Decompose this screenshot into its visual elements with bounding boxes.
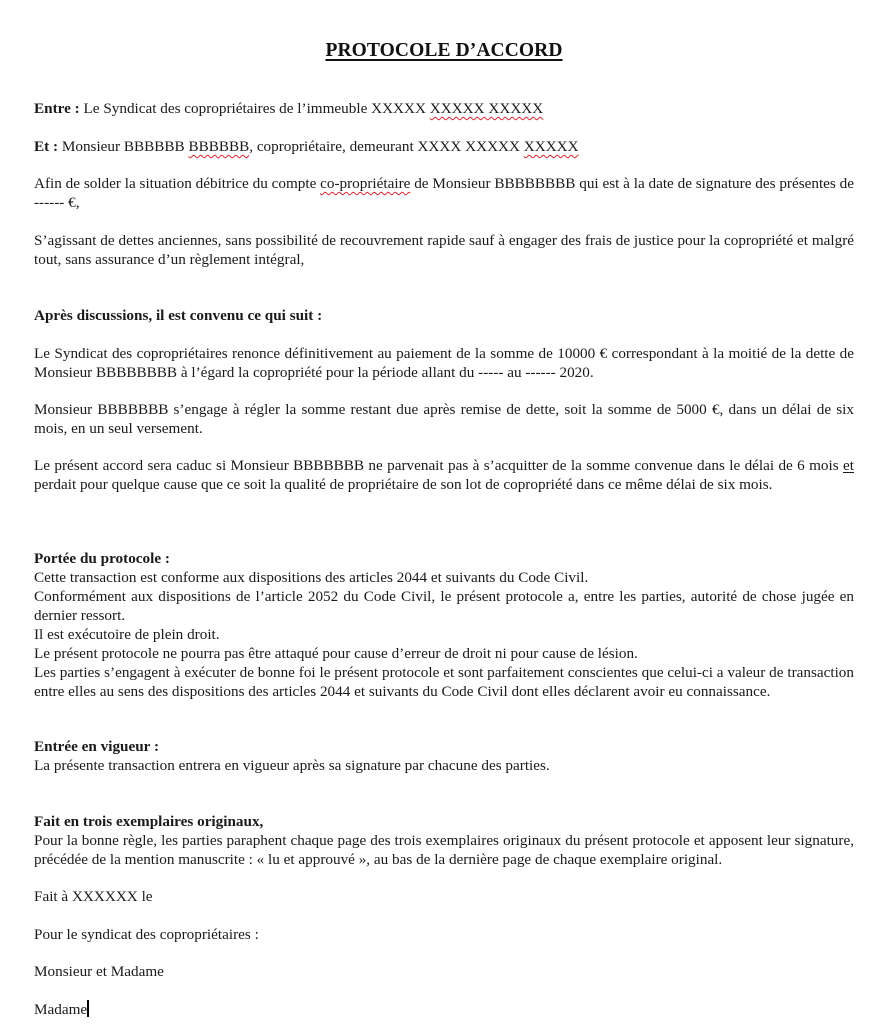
effective-heading-text: Entrée en vigueur : [34, 738, 160, 755]
scope-heading [34, 549, 854, 568]
spellcheck-flagged-word[interactable]: BBBBBB [188, 138, 250, 155]
preamble-text: Afin de solder la situation débitrice du compte [34, 175, 321, 192]
signatory-line-2[interactable] [34, 1000, 854, 1019]
scope-line: Le présent protocole ne pourra pas être attaqué pour cause d’erreur de droit ni pour cause de lésion. [34, 645, 638, 662]
effective-heading [34, 737, 854, 756]
spellcheck-flagged-word[interactable]: XXXXX [523, 138, 579, 155]
scope-line: Il est exécutoire de plein droit. [34, 626, 220, 643]
document-title: PROTOCOLE D’ACCORD [325, 40, 563, 61]
scope-line: Conformément aux dispositions de l’article 2052 du Code Civil, le présent protocole a, entre les parties, autorité de chose jugée en dernier ressort. [34, 588, 854, 624]
effective-text: La présente transaction entrera en vigueur après sa signature par chacune des parties. [34, 757, 550, 774]
copies-section [34, 812, 854, 869]
scope-line: Cette transaction est conforme aux dispositions des articles 2044 et suivants du Code Civil. [34, 569, 589, 586]
signatory-line-1: Monsieur et Madame [34, 963, 164, 980]
entre-label: Entre : [34, 100, 80, 117]
et-text-2: , copropriétaire, demeurant XXXX XXXXX [249, 138, 524, 155]
agreement-heading [34, 306, 854, 325]
effective-section [34, 737, 854, 775]
preamble-paragraph-1 [34, 174, 854, 212]
scope-heading-text: Portée du protocole : [34, 550, 170, 567]
preamble-text: de Monsieur BBBBBBBB qui est à la date de signature des présentes de ------ €, [34, 175, 854, 211]
agreement-text: Le présent accord sera caduc si Monsieur BBBBBBB ne parvenait pas à s’acquitter de la somme convenue dans le délai de 6 mois [34, 457, 844, 474]
copies-heading [34, 812, 854, 831]
scope-section [34, 549, 854, 701]
et-label: Et : [34, 138, 59, 155]
text-cursor [87, 1000, 89, 1017]
agreement-paragraph-1: Le Syndicat des copropriétaires renonce définitivement au paiement de la somme de 10000 € correspondant à la moitié de la dette de Monsieur BBBBBBBB à l’égard la copropriété pour la période allant du ----- au ------ 2020. [34, 345, 854, 381]
agreement-text: perdait pour quelque cause que ce soit la qualité de propriétaire de son lot de copropriété dans ce même délai de six mois. [34, 476, 773, 493]
underlined-word: et [843, 457, 854, 474]
entre-text: Le Syndicat des copropriétaires de l’immeuble XXXXX [79, 100, 430, 117]
party-et [34, 137, 854, 156]
copies-heading-text: Fait en trois exemplaires originaux, [34, 813, 264, 830]
signatory-line-2-text: Madame [34, 1001, 88, 1018]
scope-line: Les parties s’engagent à exécuter de bonne foi le présent protocole et sont parfaitement conscientes que celui-ci a valeur de transaction entre elles au sens des dispositions des articles 2044 et suivants du Code Civil dont elles déclarent avoir eu connaissance. [34, 664, 854, 700]
agreement-paragraph-2: Monsieur BBBBBBB s’engage à régler la somme restant due après remise de dette, soit la somme de 5000 €, dans un délai de six mois, en un seul versement. [34, 401, 854, 437]
agreement-heading-text: Après discussions, il est convenu ce qui suit : [34, 307, 323, 324]
place-date-line: Fait à XXXXXX le [34, 888, 153, 905]
et-text-1: Monsieur BBBBBB [58, 138, 189, 155]
party-entre [34, 99, 854, 118]
preamble-paragraph-2: S’agissant de dettes anciennes, sans possibilité de recouvrement rapide sauf à engager des frais de justice pour la copropriété et malgré tout, sans assurance d’un règlement intégral, [34, 232, 854, 268]
for-syndicate-line: Pour le syndicat des copropriétaires : [34, 926, 259, 943]
agreement-paragraph-3 [34, 456, 854, 494]
spellcheck-flagged-word[interactable]: co-propriétaire [320, 175, 411, 192]
copies-text: Pour la bonne règle, les parties paraphent chaque page des trois exemplaires originaux du présent protocole et apposent leur signature, précédée de la mention manuscrite : « lu et approuvé », au bas de la dernière page de chaque exemplaire original. [34, 832, 854, 868]
spellcheck-flagged-word[interactable]: XXXXX XXXXX [429, 100, 544, 117]
